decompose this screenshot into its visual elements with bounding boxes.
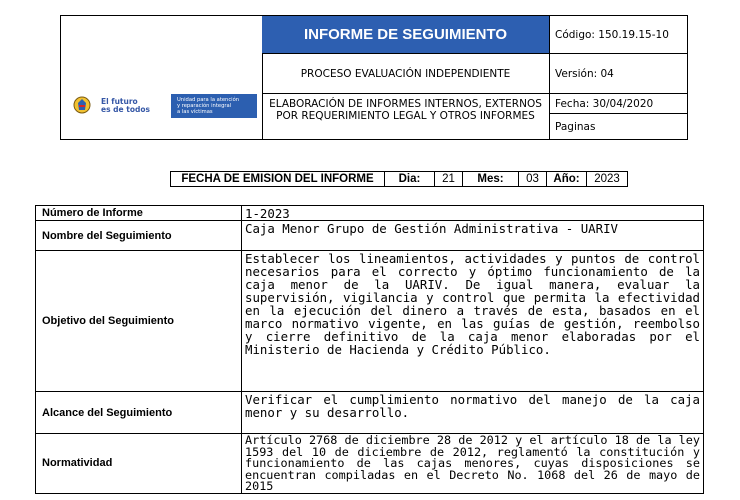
document-header	[60, 15, 688, 140]
document-pages: Paginas	[549, 114, 687, 139]
row-value: Artículo 2768 de diciembre 28 de 2012 y el artículo 18 de la ley 1593 del 10 de diciembre de 2012, reglamentó la constitución y funcionamiento de las cajas menores, cuyas disposiciones se encuentran compiladas en el Decreto No. 1068 del 26 de mayo de 2015	[242, 434, 704, 494]
table-row	[36, 221, 704, 251]
row-value: Caja Menor Grupo de Gestión Administrativa - UARIV	[242, 221, 704, 251]
row-label: Número de Informe	[36, 206, 242, 221]
document-version: Versión: 04	[549, 54, 687, 94]
logo-cell	[61, 16, 263, 139]
row-label: Objetivo del Seguimiento	[36, 251, 242, 392]
table-row	[36, 392, 704, 434]
month-label: Mes:	[463, 172, 519, 186]
month-value: 03	[519, 172, 547, 186]
year-value: 2023	[594, 173, 620, 185]
year-label: Año:	[547, 172, 587, 186]
organization-logo	[67, 94, 257, 118]
document-date: Fecha: 30/04/2020	[549, 94, 687, 114]
row-value: Verificar el cumplimiento normativo del manejo de la caja menor y su desarrollo.	[242, 392, 704, 434]
row-label: Normatividad	[36, 434, 242, 494]
emission-label: FECHA DE EMISION DEL INFORME	[171, 172, 385, 186]
table-row	[36, 434, 704, 494]
document-code: Código: 150.19.15-10	[549, 16, 687, 54]
row-value: 1-2023	[242, 206, 704, 221]
row-label: Alcance del Seguimiento	[36, 392, 242, 434]
day-label: Dia:	[385, 172, 435, 186]
document-title: INFORME DE SEGUIMIENTO	[262, 16, 549, 54]
table-row	[36, 251, 704, 392]
logo-unit-box: Unidad para la atención y reparación integral a las víctimas	[171, 94, 257, 118]
day-value: 21	[435, 172, 463, 186]
follow-up-info-table	[35, 205, 704, 494]
colombia-seal-icon	[73, 96, 91, 114]
logo-text: El futuro es de todos	[101, 97, 150, 114]
row-label: Nombre del Seguimiento	[36, 221, 242, 251]
table-row	[36, 206, 704, 221]
elaboration-text: ELABORACIÓN DE INFORMES INTERNOS, EXTERNOS POR REQUERIMIENTO LEGAL Y OTROS INFORMES	[269, 98, 542, 122]
process-name: PROCESO EVALUACIÓN INDEPENDIENTE	[262, 54, 549, 94]
row-value: Establecer los lineamientos, actividades y puntos de control necesarios para el correcto y óptimo funcionamiento de la caja menor de la UARIV. De igual manera, evaluar la supervisión, vigilancia y control que permita la efectividad en la ejecución del dinero a través de esta, basados en el marco normativo vigente, en las guías de gestión, reembolso y cierre definitivo de la caja menor elaboradas por el Ministerio de Hacienda y Crédito Público.	[242, 251, 704, 392]
emission-date-row	[170, 171, 628, 187]
